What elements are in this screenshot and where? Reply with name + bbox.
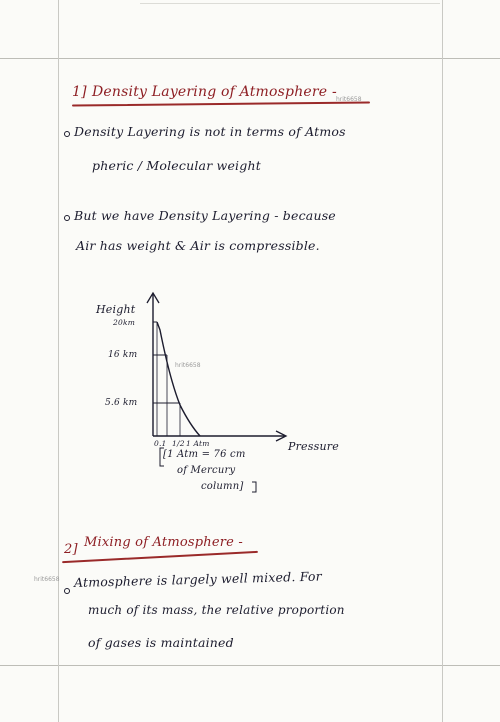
section1-bullet1-line1: Density Layering is not in terms of Atmos	[74, 124, 346, 139]
section1-bullet1-line2: pheric / Molecular weight	[92, 158, 261, 173]
graph-y-tick-16km: 16 km	[108, 350, 138, 360]
section1-bullet2-line2: Air has weight & Air is compressible.	[76, 238, 320, 253]
graph-x-tick-0-1: 0.1	[154, 439, 167, 448]
section1-number: 1]	[72, 84, 87, 100]
graph-note-line2: of Mercury	[177, 465, 236, 476]
watermark-top: hrit6658	[336, 96, 362, 103]
graph-y-tick-20km: 20km	[113, 318, 135, 327]
watermark-graph: hrit6658	[175, 362, 201, 369]
section2-title: Mixing of Atmosphere -	[84, 535, 243, 550]
section1-title: Density Layering of Atmosphere -	[92, 84, 337, 100]
graph-x-tick-half: 1/2	[172, 439, 185, 448]
section2-bullet1-line2: much of its mass, the relative proportion	[88, 603, 345, 617]
section2-bullet1-line1: Atmosphere is largely well mixed. For	[73, 568, 322, 590]
section2-number: 2]	[64, 542, 78, 557]
section2-bullet1-line3: of gases is maintained	[88, 635, 234, 650]
section1-bullet2-line1: But we have Density Layering - because	[74, 208, 336, 223]
note-bracket-right	[252, 482, 256, 492]
watermark-left: hrit6658	[34, 576, 60, 583]
graph-y-title: Height	[96, 303, 136, 316]
graph-note-line1: [1 Atm = 76 cm	[163, 449, 246, 460]
graph-note-line3: column]	[201, 481, 244, 492]
graph-x-tick-1atm: 1 Atm	[186, 439, 210, 448]
density-curve	[157, 322, 200, 436]
graph-y-tick-5-6km: 5.6 km	[105, 398, 138, 408]
graph-x-title: Pressure	[288, 440, 339, 453]
bullet-dot-3	[64, 588, 70, 594]
